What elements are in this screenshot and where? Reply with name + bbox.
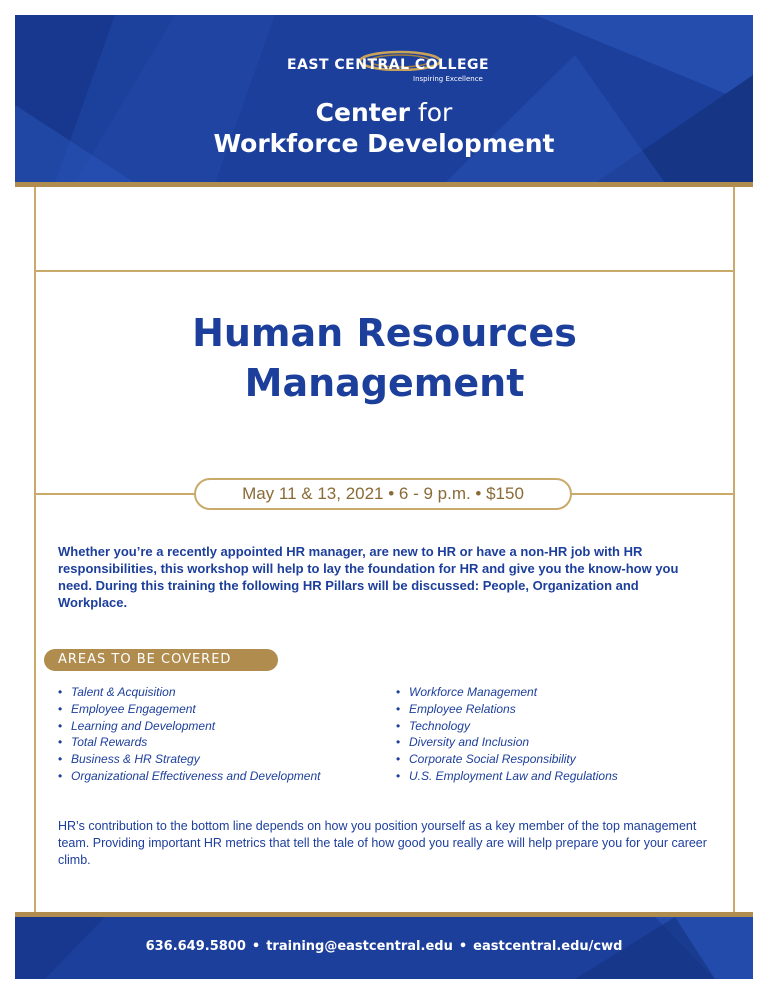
frame-divider-1 [34, 270, 735, 272]
logo-tagline: Inspiring Excellence [413, 75, 483, 83]
list-item: • U.S. Employment Law and Regulations [396, 768, 646, 785]
college-logo [15, 49, 753, 93]
event-details-badge: May 11 & 13, 2021 • 6 - 9 p.m. • $150 [194, 478, 572, 510]
footer-email-link[interactable]: training@eastcentral.edu [266, 939, 453, 954]
header-center-line [15, 98, 753, 127]
areas-list-right [396, 684, 646, 785]
list-item: • Talent & Acquisition [58, 684, 378, 701]
page-title-line1: Human Resources [192, 311, 577, 355]
list-item: • Employee Engagement [58, 701, 378, 718]
list-item: • Corporate Social Responsibility [396, 751, 646, 768]
list-item: • Diversity and Inclusion [396, 734, 646, 751]
areas-list-left [58, 684, 378, 785]
list-item: • Workforce Management [396, 684, 646, 701]
frame-border-left [34, 187, 36, 912]
logo-name: EAST CENTRAL COLLEGE [287, 57, 490, 73]
header-for-word: for [417, 98, 453, 127]
footer-phone[interactable]: 636.649.5800 [145, 939, 246, 954]
closing-paragraph: HR’s contribution to the bottom line depends on how you position yourself as a key member of the top management team. Providing important HR metrics that tell the tale of how good you really are will help prepare you for your career climb. [58, 819, 707, 867]
list-item: • Employee Relations [396, 701, 646, 718]
header-banner [15, 15, 753, 183]
list-item: • Business & HR Strategy [58, 751, 378, 768]
list-item: • Technology [396, 718, 646, 735]
frame-border-right [733, 187, 735, 912]
footer-separator: • [251, 939, 261, 954]
footer-website-link[interactable]: eastcentral.edu/cwd [473, 939, 623, 954]
list-item: • Organizational Effectiveness and Development [58, 768, 378, 785]
header-department: Workforce Development [213, 129, 555, 158]
gold-divider-top [15, 182, 753, 187]
page-title-line2: Management [244, 361, 525, 405]
intro-paragraph: Whether you’re a recently appointed HR manager, are new to HR or have a non-HR job with HR responsibilities, this workshop will help to lay the foundation for HR and give you the know-how you need. During this training the following HR Pillars will be discussed: People, Organization and Workplace. [58, 544, 679, 610]
footer-contact [15, 939, 753, 954]
footer-banner [15, 917, 753, 979]
list-item: • Learning and Development [58, 718, 378, 735]
areas-heading: AREAS TO BE COVERED [44, 649, 278, 671]
list-item: • Total Rewards [58, 734, 378, 751]
page-title [36, 308, 733, 408]
header-center-word: Center [315, 98, 410, 127]
footer-separator: • [458, 939, 468, 954]
